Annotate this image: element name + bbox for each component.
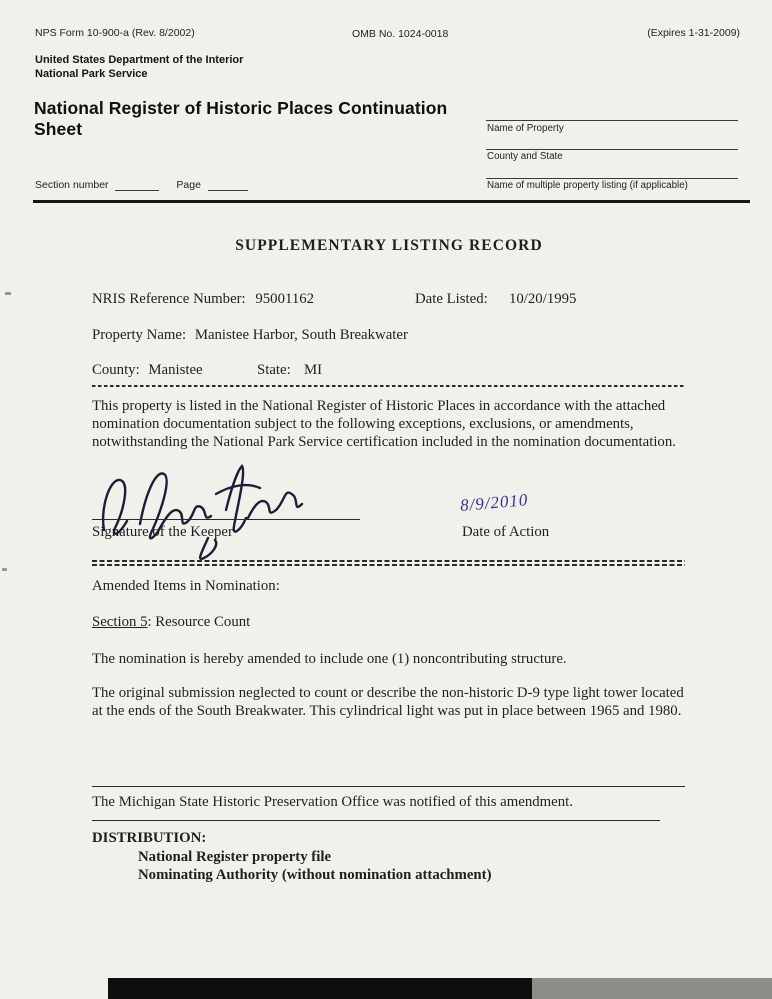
amendment-section-row — [92, 613, 250, 631]
distribution-item: Nominating Authority (without nomination attachment) — [138, 867, 492, 883]
county-row — [92, 361, 686, 379]
section-number-label: Section number — [35, 179, 109, 191]
multiple-listing-label: Name of multiple property listing (if applicable) — [487, 180, 688, 191]
nris-value: 95001162 — [255, 291, 315, 307]
state-label: State: — [257, 362, 291, 378]
date-listed-value: 10/20/1995 — [509, 291, 577, 307]
property-name-value: Manistee Harbor, South Breakwater — [194, 327, 408, 343]
amendment-section-rest: : Resource Count — [147, 614, 251, 630]
signature-label: Signature of the Keeper — [92, 524, 233, 540]
notification-text: The Michigan State Historic Preservation Office was notified of this amendment. — [92, 794, 573, 810]
notice-bottom-rule — [92, 820, 660, 821]
county-state-label: County and State — [487, 151, 563, 162]
certification-paragraph: This property is listed in the National Register of Historic Places in accordance with the attached nomination documentation subject to the following exceptions, exclusions, or amendments, notwithstanding the National Park Service certification included in the nomination documentation. — [92, 398, 676, 451]
agency-name: United States Department of the Interior — [35, 54, 244, 66]
header-rule — [33, 200, 750, 203]
section-page-row — [35, 178, 248, 191]
nris-label: NRIS Reference Number: — [92, 291, 246, 307]
property-name-label: Property Name: — [92, 327, 187, 343]
section-number-blank — [115, 178, 159, 191]
date-of-action-label: Date of Action — [462, 524, 550, 540]
form-title: National Register of Historic Places Continuation Sheet — [34, 98, 448, 139]
amendment-paragraph-1: The nomination is hereby amended to include one (1) noncontributing structure. — [92, 651, 567, 667]
county-state-line — [486, 149, 738, 150]
signature-line — [92, 519, 360, 520]
county-label: County: — [92, 362, 140, 378]
amendment-paragraph-2: The original submission neglected to count or describe the non-historic D-9 type light tower located at the ends of the South Breakwater. This cylindrical light was put in place between 1965 and 1980. — [92, 685, 684, 720]
distribution-heading: DISTRIBUTION: — [92, 830, 207, 846]
dashed-separator — [92, 385, 685, 387]
scan-artifact — [5, 292, 11, 295]
date-listed-label: Date Listed: — [415, 291, 488, 307]
page-label: Page — [176, 179, 201, 191]
amendment-section-label: Section 5 — [92, 614, 148, 630]
notice-top-rule — [92, 786, 685, 787]
county-value: Manistee — [148, 362, 203, 378]
scan-artifact — [2, 568, 7, 571]
amendment-heading: Amended Items in Nomination: — [92, 578, 280, 594]
name-of-property-line — [486, 120, 738, 121]
page-blank — [208, 178, 248, 191]
omb-number: OMB No. 1024-0018 — [352, 28, 449, 40]
bureau-name: National Park Service — [35, 68, 148, 80]
date-of-action-handwritten: 8/9/2010 — [459, 490, 530, 516]
record-heading: SUPPLEMENTARY LISTING RECORD — [235, 237, 543, 254]
nris-row — [92, 290, 686, 308]
state-value: MI — [304, 362, 323, 378]
form-number: NPS Form 10-900-a (Rev. 8/2002) — [35, 27, 195, 39]
double-separator-bottom — [92, 564, 685, 566]
distribution-item: National Register property file — [138, 849, 332, 865]
scan-edge-black-bar — [108, 978, 532, 999]
property-row — [92, 326, 686, 344]
double-separator-top — [92, 560, 685, 562]
multiple-listing-line — [486, 178, 738, 179]
scan-edge-gray-bar — [532, 978, 772, 999]
expiration-date: (Expires 1-31-2009) — [647, 27, 740, 39]
keeper-signature-ink — [88, 446, 348, 568]
double-separator — [92, 560, 685, 566]
name-of-property-label: Name of Property — [487, 123, 564, 134]
